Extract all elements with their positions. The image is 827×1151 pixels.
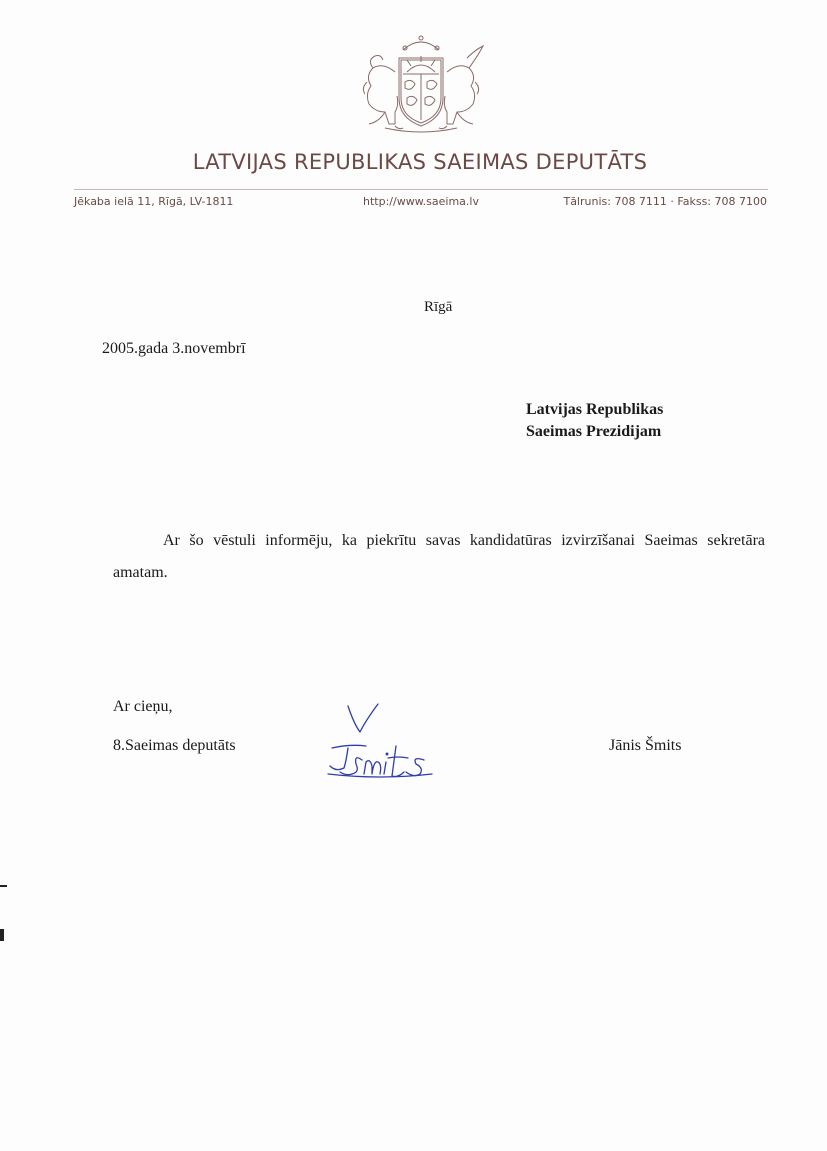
header-divider xyxy=(74,189,768,190)
coat-of-arms-icon xyxy=(355,32,487,134)
scan-artifact xyxy=(0,885,7,887)
recipient-line: Saeimas Prezidijam xyxy=(526,423,662,440)
recipient-line: Latvijas Republikas xyxy=(526,401,664,418)
letter-closing: Ar cieņu, xyxy=(113,698,173,715)
handwritten-signature xyxy=(320,702,460,782)
signer-position: 8.Saeimas deputāts xyxy=(113,737,236,754)
letterhead-phones: Tālrunis: 708 7111 · Fakss: 708 7100 xyxy=(563,195,767,208)
letter-body: Ar šo vēstuli informēju, ka piekrītu savas kandidatūras izvirzīšanai Saeimas sekretāra amatam. xyxy=(113,532,765,581)
letterhead-website: http://www.saeima.lv xyxy=(363,195,479,208)
letter-date: 2005.gada 3.novembrī xyxy=(102,340,246,357)
signer-name: Jānis Šmits xyxy=(609,737,682,754)
recipient-block xyxy=(526,399,663,443)
scan-artifact xyxy=(0,929,4,941)
letter-city: Rīgā xyxy=(424,299,453,315)
letterhead-address: Jēkaba ielā 11, Rīgā, LV-1811 xyxy=(74,195,234,208)
letterhead-title: LATVIJAS REPUBLIKAS SAEIMAS DEPUTĀTS xyxy=(192,150,648,174)
